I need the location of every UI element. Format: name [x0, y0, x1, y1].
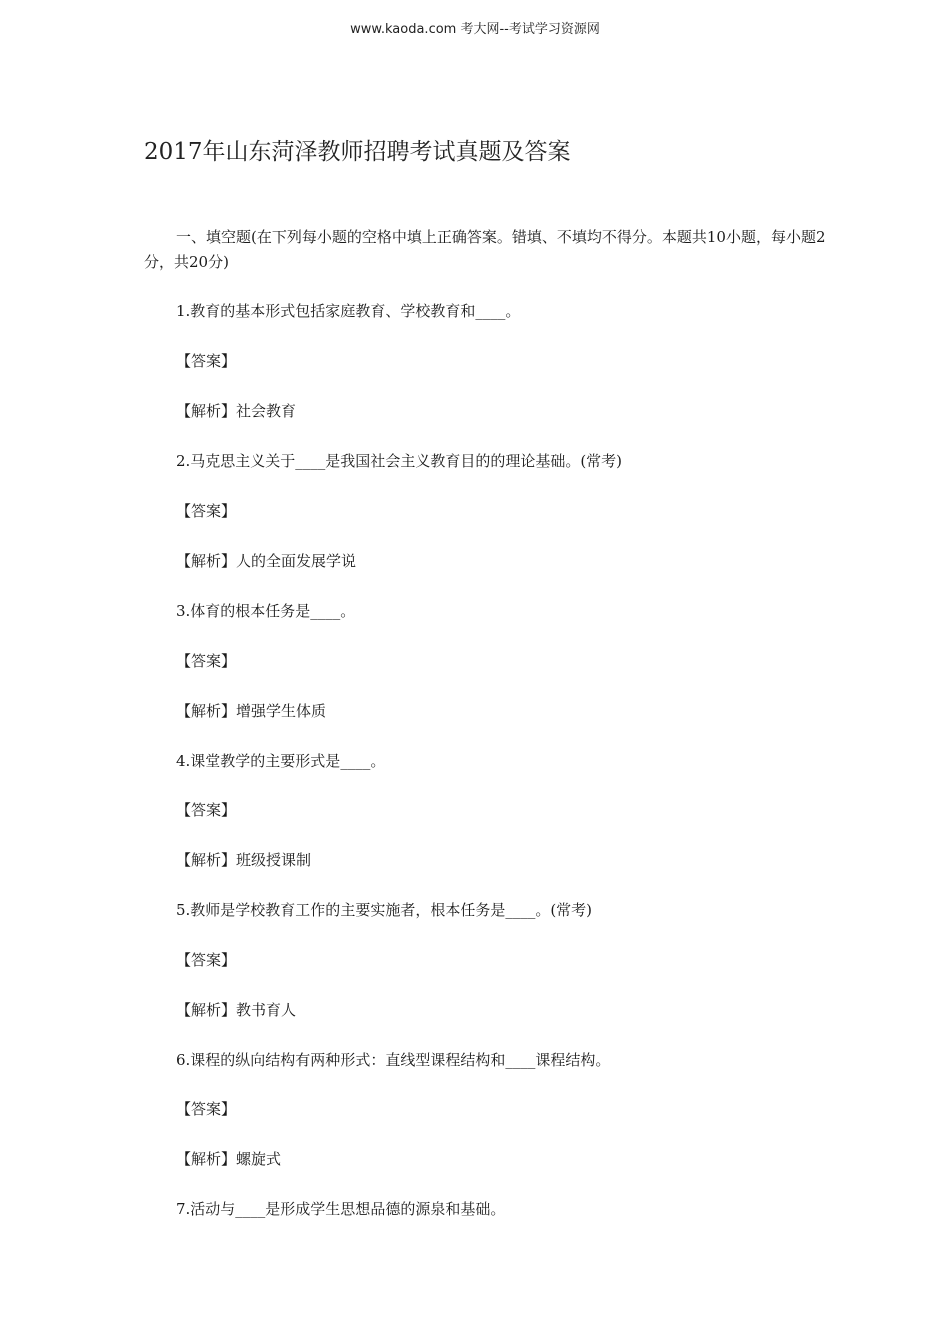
site-header: www.kaoda.com 考大网--考试学习资源网: [350, 22, 600, 37]
answer-label: 【答案】: [176, 1100, 237, 1118]
section-intro: 一、填空题(在下列每小题的空格中填上正确答案。错填、不填均不得分。本题共10小题，每小题2分，共20分): [144, 228, 826, 271]
question-3: 3.体育的根本任务是____。: [176, 602, 356, 620]
explanation: 【解析】人的全面发展学说: [176, 552, 357, 570]
question-7: 7.活动与____是形成学生思想品德的源泉和基础。: [176, 1200, 506, 1218]
answer-label: 【答案】: [176, 801, 237, 819]
answer-label: 【答案】: [176, 652, 237, 670]
explanation: 【解析】社会教育: [176, 402, 297, 420]
question-5: 5.教师是学校教育工作的主要实施者，根本任务是____。(常考): [176, 901, 593, 919]
question-1: 1.教育的基本形式包括家庭教育、学校教育和____。: [176, 302, 521, 320]
question-2: 2.马克思主义关于____是我国社会主义教育目的的理论基础。(常考): [176, 452, 623, 470]
answer-label: 【答案】: [176, 951, 237, 969]
explanation: 【解析】班级授课制: [176, 851, 312, 869]
explanation: 【解析】教书育人: [176, 1001, 297, 1019]
answer-label: 【答案】: [176, 352, 237, 370]
answer-label: 【答案】: [176, 502, 237, 520]
document-title: 2017年山东菏泽教师招聘考试真题及答案: [144, 139, 571, 165]
explanation: 【解析】螺旋式: [176, 1150, 282, 1168]
question-4: 4.课堂教学的主要形式是____。: [176, 752, 386, 770]
question-6: 6.课程的纵向结构有两种形式：直线型课程结构和____课程结构。: [176, 1051, 611, 1069]
explanation: 【解析】增强学生体质: [176, 702, 327, 720]
